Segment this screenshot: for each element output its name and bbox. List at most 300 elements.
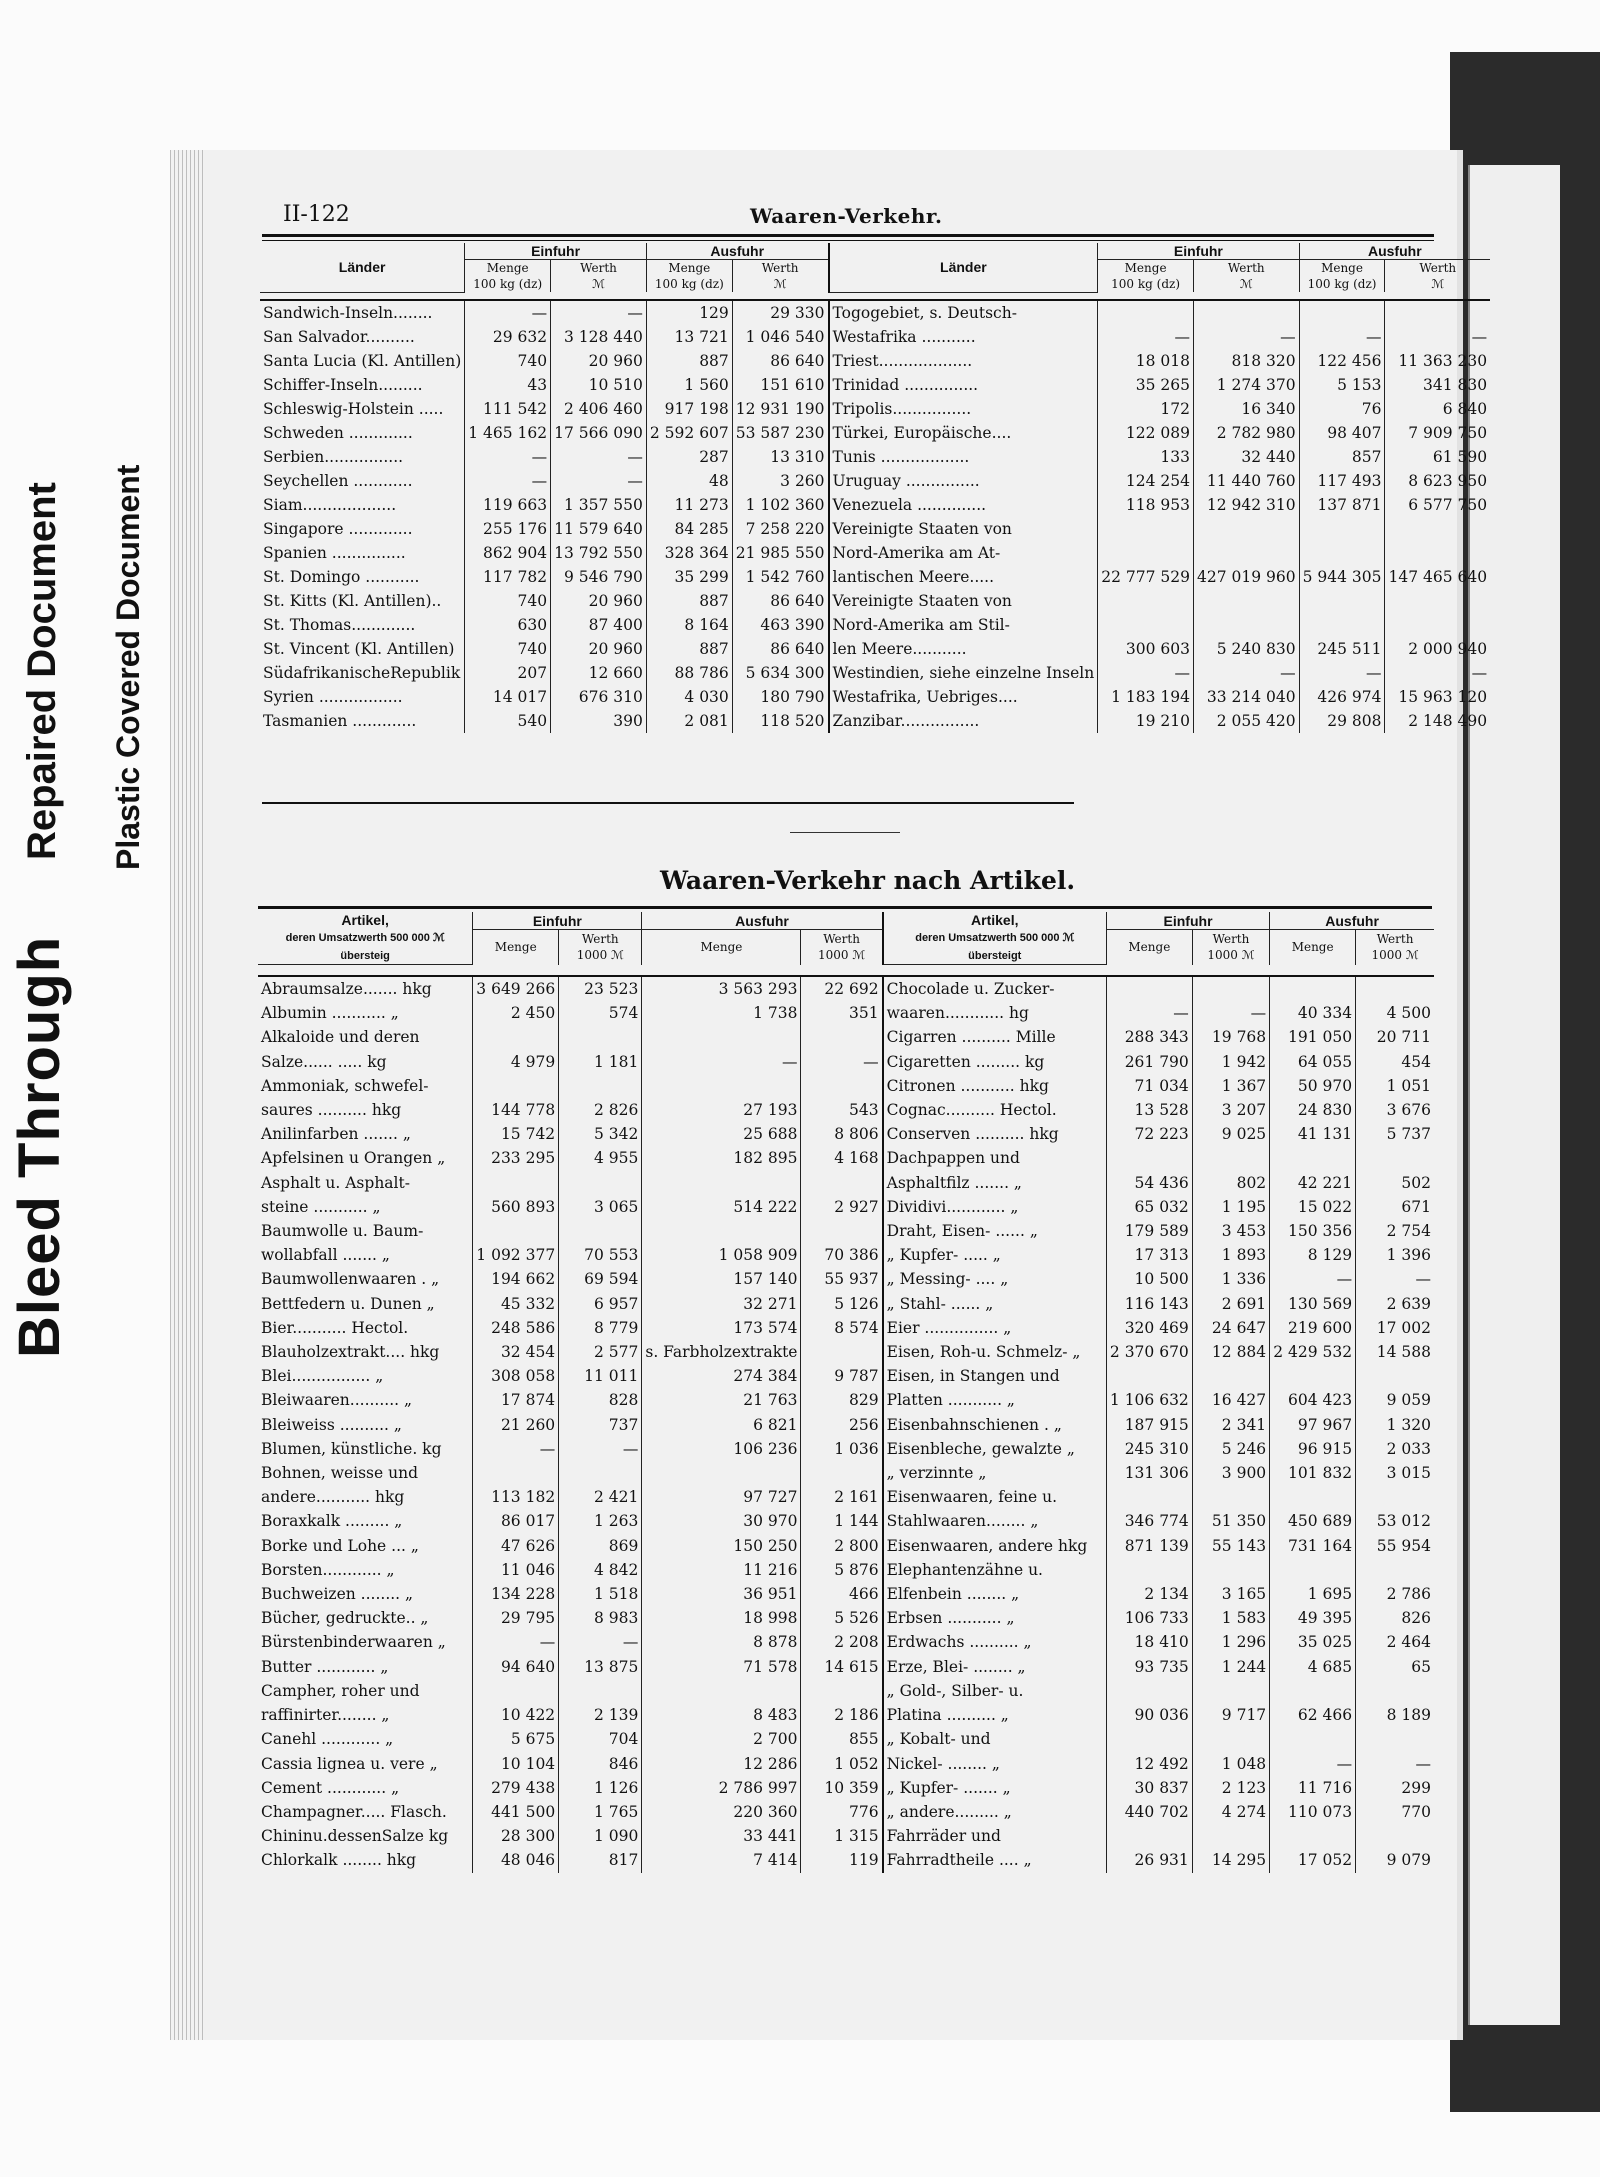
- section-title: Waaren-Verkehr nach Artikel.: [660, 866, 1076, 895]
- row-label: Cognac.......... Hectol.: [883, 1098, 1107, 1122]
- row-label: Boraxkalk ......... „: [261, 1512, 403, 1531]
- table-row: [258, 1437, 1434, 1461]
- row-value: 1 181: [559, 1050, 642, 1074]
- header-menge: Menge: [1270, 930, 1356, 965]
- row-value: 122 089: [1098, 421, 1194, 445]
- row-value: 441 500: [473, 1800, 559, 1824]
- header-menge: Menge 100 kg (dz): [1299, 260, 1385, 293]
- table-row: [258, 1461, 1434, 1485]
- row-value: 328 364: [646, 541, 732, 565]
- table-row: [258, 1292, 1434, 1316]
- row-value: 3 128 440: [551, 325, 647, 349]
- row-value: 21 763: [642, 1388, 801, 1412]
- row-value: 9 546 790: [551, 565, 647, 589]
- row-value: 2 464: [1356, 1630, 1434, 1654]
- row-value: [1356, 1824, 1434, 1848]
- row-value: 17 052: [1270, 1848, 1356, 1872]
- row-value: 119: [801, 1848, 883, 1872]
- row-label: Erdwachs .......... „: [883, 1630, 1107, 1654]
- row-value: 346 774: [1106, 1509, 1192, 1533]
- row-value: 5 240 830: [1193, 637, 1299, 661]
- row-value: [1356, 1485, 1434, 1509]
- header-menge: Menge: [642, 930, 801, 965]
- row-value: [1106, 1364, 1192, 1388]
- row-value: 466: [801, 1582, 883, 1606]
- row-label: Platten ........... „: [883, 1388, 1107, 1412]
- row-value: 540: [465, 709, 551, 733]
- row-value: [801, 1074, 883, 1098]
- row-value: 15 742: [473, 1122, 559, 1146]
- row-label: Fahrradtheile .... „: [883, 1848, 1107, 1872]
- row-value: 2 033: [1356, 1437, 1434, 1461]
- row-label: Schleswig-Holstein .....: [263, 399, 444, 418]
- row-value: 14 615: [801, 1655, 883, 1679]
- header-laender-left: Länder: [260, 243, 465, 292]
- row-value: 1 942: [1192, 1050, 1269, 1074]
- row-value: 300 603: [1098, 637, 1194, 661]
- row-value: 2 134: [1106, 1582, 1192, 1606]
- row-label: Asphalt u. Asphalt-: [261, 1173, 410, 1192]
- row-value: 3 065: [559, 1195, 642, 1219]
- row-value: 1 144: [801, 1509, 883, 1533]
- articles-table: [258, 912, 1434, 1873]
- row-label: St. Thomas.............: [263, 615, 416, 634]
- row-value: 3 015: [1356, 1461, 1434, 1485]
- table-row: [260, 565, 1490, 589]
- row-value: 1 195: [1192, 1195, 1269, 1219]
- row-value: [1299, 541, 1385, 565]
- row-label: waaren............ hg: [883, 1001, 1107, 1025]
- row-value: 97 967: [1270, 1413, 1356, 1437]
- row-label: Apfelsinen u Orangen „: [261, 1149, 446, 1168]
- row-value: 1 263: [559, 1509, 642, 1533]
- row-value: 18 998: [642, 1606, 801, 1630]
- row-value: 40 334: [1270, 1001, 1356, 1025]
- row-label: Chlorkalk ........ hkg: [261, 1851, 417, 1870]
- table-row: [260, 469, 1490, 493]
- row-value: 96 915: [1270, 1437, 1356, 1461]
- row-value: [1356, 1364, 1434, 1388]
- row-value: 8 189: [1356, 1703, 1434, 1727]
- row-value: 70 386: [801, 1243, 883, 1267]
- table-row: [260, 685, 1490, 709]
- row-label: Bohnen, weisse und: [261, 1464, 418, 1483]
- row-value: —: [1385, 325, 1490, 349]
- row-value: 84 285: [646, 517, 732, 541]
- row-value: 48: [646, 469, 732, 493]
- row-label: Cassia lignea u. vere „: [261, 1754, 438, 1773]
- row-value: 245 511: [1299, 637, 1385, 661]
- row-value: 288 343: [1106, 1025, 1192, 1049]
- row-value: 21 985 550: [732, 541, 828, 565]
- row-value: [1192, 1727, 1269, 1751]
- row-value: 12 942 310: [1193, 493, 1299, 517]
- row-value: 98 407: [1299, 421, 1385, 445]
- row-label: Blei................ „: [261, 1367, 384, 1386]
- row-value: 450 689: [1270, 1509, 1356, 1533]
- row-value: 8 483: [642, 1703, 801, 1727]
- row-value: [642, 1171, 801, 1195]
- row-value: 3 207: [1192, 1098, 1269, 1122]
- row-value: 29 808: [1299, 709, 1385, 733]
- row-value: 2 148 490: [1385, 709, 1490, 733]
- row-value: 86 017: [473, 1509, 559, 1533]
- row-value: [1192, 1146, 1269, 1170]
- row-value: 30 837: [1106, 1776, 1192, 1800]
- row-value: 855: [801, 1727, 883, 1751]
- row-value: 440 702: [1106, 1800, 1192, 1824]
- row-label: Westafrika ...........: [829, 325, 1098, 349]
- row-value: 113 182: [473, 1485, 559, 1509]
- row-value: 1 465 162: [465, 421, 551, 445]
- row-value: [559, 1171, 642, 1195]
- row-value: [1193, 589, 1299, 613]
- row-label: Santa Lucia (Kl. Antillen): [263, 351, 462, 370]
- table-row: [258, 1558, 1434, 1582]
- row-value: 118 520: [732, 709, 828, 733]
- table-row: [258, 1364, 1434, 1388]
- row-value: [1106, 1824, 1192, 1848]
- table-row: [258, 1824, 1434, 1848]
- header-artikel-right: Artikel, deren Umsatzwerth 500 000 ℳ übersteigt: [883, 912, 1107, 965]
- row-value: 61 590: [1385, 445, 1490, 469]
- header-ausfuhr-right: Ausfuhr: [1299, 243, 1490, 260]
- row-value: [1098, 300, 1194, 325]
- row-value: 94 640: [473, 1655, 559, 1679]
- row-label: Abraumsalze....... hkg: [261, 980, 432, 998]
- table-row: [258, 1752, 1434, 1776]
- row-value: 2 927: [801, 1195, 883, 1219]
- row-value: 560 893: [473, 1195, 559, 1219]
- row-value: 86 640: [732, 589, 828, 613]
- row-value: 9 787: [801, 1364, 883, 1388]
- row-value: 1 560: [646, 373, 732, 397]
- row-value: 27 193: [642, 1098, 801, 1122]
- row-value: 426 974: [1299, 685, 1385, 709]
- row-value: 150 356: [1270, 1219, 1356, 1243]
- row-value: [1098, 613, 1194, 637]
- table-row: [260, 613, 1490, 637]
- row-value: —: [1098, 325, 1194, 349]
- row-value: 65: [1356, 1655, 1434, 1679]
- table-row: [260, 397, 1490, 421]
- header-menge: Menge: [473, 930, 559, 965]
- row-value: 3 453: [1192, 1219, 1269, 1243]
- row-value: 1 090: [559, 1824, 642, 1848]
- row-value: 2 700: [642, 1727, 801, 1751]
- row-label: Canehl ............ „: [261, 1730, 394, 1749]
- row-value: 463 390: [732, 613, 828, 637]
- row-value: 3 649 266: [473, 976, 559, 1001]
- row-label: Bleiwaaren.......... „: [261, 1391, 413, 1410]
- row-value: 817: [559, 1848, 642, 1872]
- row-value: [1356, 1558, 1434, 1582]
- row-label: Eier ............... „: [883, 1316, 1107, 1340]
- row-label: Bettfedern u. Dunen „: [261, 1294, 435, 1313]
- row-label: Zanzibar................: [829, 709, 1098, 733]
- row-value: 23 523: [559, 976, 642, 1001]
- row-value: —: [465, 469, 551, 493]
- row-value: 49 395: [1270, 1606, 1356, 1630]
- row-value: 1 126: [559, 1776, 642, 1800]
- row-value: 19 210: [1098, 709, 1194, 733]
- row-value: 826: [1356, 1606, 1434, 1630]
- row-value: 514 222: [642, 1195, 801, 1219]
- row-value: 12 492: [1106, 1752, 1192, 1776]
- row-value: 574: [559, 1001, 642, 1025]
- row-value: [642, 1025, 801, 1049]
- row-value: [1192, 1558, 1269, 1582]
- table-row: [260, 421, 1490, 445]
- row-value: 24 647: [1192, 1316, 1269, 1340]
- row-value: 4 979: [473, 1050, 559, 1074]
- row-label: Westindien, siehe einzelne Inseln: [829, 661, 1098, 685]
- row-value: 862 904: [465, 541, 551, 565]
- row-label: „ Kupfer- ....... „: [883, 1776, 1107, 1800]
- row-value: 279 438: [473, 1776, 559, 1800]
- row-value: 2 081: [646, 709, 732, 733]
- row-label: Elephantenzähne u.: [883, 1558, 1107, 1582]
- row-value: [1299, 613, 1385, 637]
- row-value: 32 440: [1193, 445, 1299, 469]
- row-value: 6 840: [1385, 397, 1490, 421]
- row-label: Eisenbahnschienen . „: [883, 1413, 1107, 1437]
- row-value: 604 423: [1270, 1388, 1356, 1412]
- row-label: Ammoniak, schwefel-: [261, 1076, 429, 1095]
- row-value: [801, 1025, 883, 1049]
- row-value: 157 140: [642, 1267, 801, 1291]
- row-value: 93 735: [1106, 1655, 1192, 1679]
- row-label: Uruguay ...............: [829, 469, 1098, 493]
- header-einfuhr-right: Einfuhr: [1106, 912, 1269, 930]
- row-value: 87 400: [551, 613, 647, 637]
- row-label: Anilinfarben ....... „: [261, 1125, 411, 1144]
- row-value: 9 059: [1356, 1388, 1434, 1412]
- row-value: [1193, 517, 1299, 541]
- row-label: Serbien................: [263, 447, 404, 466]
- row-value: 7 414: [642, 1848, 801, 1872]
- row-value: 8 779: [559, 1316, 642, 1340]
- row-value: [1098, 589, 1194, 613]
- row-value: 671: [1356, 1195, 1434, 1219]
- row-value: [1270, 1146, 1356, 1170]
- row-label: Triest...................: [829, 349, 1098, 373]
- row-value: 134 228: [473, 1582, 559, 1606]
- row-value: 24 830: [1270, 1098, 1356, 1122]
- row-value: 194 662: [473, 1267, 559, 1291]
- header-werth: Werth 1000 ℳ: [801, 930, 883, 965]
- row-label: Alkaloide und deren: [261, 1028, 420, 1047]
- header-ausfuhr-left: Ausfuhr: [642, 912, 883, 930]
- row-value: [1192, 1824, 1269, 1848]
- row-label: Schiffer-Inseln.........: [263, 375, 423, 394]
- row-value: 274 384: [642, 1364, 801, 1388]
- row-value: —: [1385, 661, 1490, 685]
- row-value: 172: [1098, 397, 1194, 421]
- row-value: [1270, 1558, 1356, 1582]
- row-value: 64 055: [1270, 1050, 1356, 1074]
- row-value: 1 396: [1356, 1243, 1434, 1267]
- row-value: [1193, 300, 1299, 325]
- row-value: 51 350: [1192, 1509, 1269, 1533]
- row-value: 1 244: [1192, 1655, 1269, 1679]
- row-value: [559, 1679, 642, 1703]
- row-value: 3 900: [1192, 1461, 1269, 1485]
- row-value: 2 000 940: [1385, 637, 1490, 661]
- row-value: 106 236: [642, 1437, 801, 1461]
- row-value: [642, 1219, 801, 1243]
- page-stack-edges: [170, 150, 204, 2040]
- row-value: 20 960: [551, 349, 647, 373]
- row-value: 62 466: [1270, 1703, 1356, 1727]
- table-row: [258, 1098, 1434, 1122]
- row-value: 8 574: [801, 1316, 883, 1340]
- row-label: Campher, roher und: [261, 1681, 420, 1700]
- row-value: 5 153: [1299, 373, 1385, 397]
- header-einfuhr-right: Einfuhr: [1098, 243, 1299, 260]
- table-row: [260, 445, 1490, 469]
- row-value: —: [1356, 1752, 1434, 1776]
- row-value: 1 048: [1192, 1752, 1269, 1776]
- table-row: [260, 709, 1490, 733]
- row-value: 261 790: [1106, 1050, 1192, 1074]
- row-value: 69 594: [559, 1267, 642, 1291]
- row-label: Cigaretten ......... kg: [883, 1050, 1107, 1074]
- row-value: [1192, 1364, 1269, 1388]
- row-value: 5 675: [473, 1727, 559, 1751]
- row-value: 180 790: [732, 685, 828, 709]
- row-label: Eisen, Roh-u. Schmelz- „: [883, 1340, 1107, 1364]
- row-value: [1299, 300, 1385, 325]
- row-value: 16 427: [1192, 1388, 1269, 1412]
- row-value: [1270, 1679, 1356, 1703]
- row-value: 35 299: [646, 565, 732, 589]
- row-value: 8 129: [1270, 1243, 1356, 1267]
- row-value: 1 296: [1192, 1630, 1269, 1654]
- row-value: 3 165: [1192, 1582, 1269, 1606]
- row-label: Albumin ........... „: [261, 1004, 399, 1023]
- row-value: 22 777 529: [1098, 565, 1194, 589]
- row-value: 10 422: [473, 1703, 559, 1727]
- row-label: Syrien .................: [263, 687, 403, 706]
- row-value: 676 310: [551, 685, 647, 709]
- row-value: —: [551, 469, 647, 493]
- header-werth: Werth 1000 ℳ: [1192, 930, 1269, 965]
- row-value: 41 131: [1270, 1122, 1356, 1146]
- row-value: 45 332: [473, 1292, 559, 1316]
- row-value: 17 002: [1356, 1316, 1434, 1340]
- table-row: [258, 1219, 1434, 1243]
- row-value: [1356, 1727, 1434, 1751]
- table-row: [260, 493, 1490, 517]
- row-value: s. Farbholzextrakte: [642, 1340, 801, 1364]
- header-werth: Werth 1000 ℳ: [559, 930, 642, 965]
- row-value: 43: [465, 373, 551, 397]
- table-row: [258, 1413, 1434, 1437]
- row-value: 287: [646, 445, 732, 469]
- row-value: 308 058: [473, 1364, 559, 1388]
- row-value: 7 909 750: [1385, 421, 1490, 445]
- row-value: 11 216: [642, 1558, 801, 1582]
- row-value: 2 800: [801, 1534, 883, 1558]
- row-value: 207: [465, 661, 551, 685]
- row-value: [1270, 1727, 1356, 1751]
- row-value: —: [1299, 325, 1385, 349]
- row-value: 28 300: [473, 1824, 559, 1848]
- row-value: 2 370 670: [1106, 1340, 1192, 1364]
- table-row: [258, 1582, 1434, 1606]
- row-label: Eisenwaaren, andere hkg: [883, 1534, 1107, 1558]
- row-value: 10 500: [1106, 1267, 1192, 1291]
- row-value: 1 036: [801, 1437, 883, 1461]
- row-label: saures .......... hkg: [261, 1101, 402, 1120]
- row-value: 2 826: [559, 1098, 642, 1122]
- row-value: 12 931 190: [732, 397, 828, 421]
- row-value: 5 944 305: [1299, 565, 1385, 589]
- row-value: 55 937: [801, 1267, 883, 1291]
- row-value: 35 025: [1270, 1630, 1356, 1654]
- row-label: „ andere......... „: [883, 1800, 1107, 1824]
- row-value: 4 030: [646, 685, 732, 709]
- table-row: [258, 1776, 1434, 1800]
- row-value: 179 589: [1106, 1219, 1192, 1243]
- row-value: 1 183 194: [1098, 685, 1194, 709]
- row-value: 130 569: [1270, 1292, 1356, 1316]
- table-row: [258, 1679, 1434, 1703]
- table-row: [258, 1388, 1434, 1412]
- row-value: 299: [1356, 1776, 1434, 1800]
- row-label: Bücher, gedruckte.. „: [261, 1609, 429, 1628]
- row-value: 770: [1356, 1800, 1434, 1824]
- row-label: Baumwollenwaaren . „: [261, 1270, 440, 1289]
- section-divider: [790, 832, 900, 833]
- row-value: 151 610: [732, 373, 828, 397]
- row-value: [559, 1025, 642, 1049]
- row-label: Erbsen ........... „: [883, 1606, 1107, 1630]
- row-value: 871 139: [1106, 1534, 1192, 1558]
- row-value: [801, 1219, 883, 1243]
- row-value: 147 465 640: [1385, 565, 1490, 589]
- row-label: Tasmanien .............: [263, 711, 417, 730]
- row-value: 29 632: [465, 325, 551, 349]
- row-value: 11 440 760: [1193, 469, 1299, 493]
- row-label: St. Domingo ...........: [263, 567, 420, 586]
- table-row: [258, 1243, 1434, 1267]
- row-value: 255 176: [465, 517, 551, 541]
- row-value: 341 830: [1385, 373, 1490, 397]
- row-value: 245 310: [1106, 1437, 1192, 1461]
- table-row: [260, 300, 1490, 325]
- row-label: Baumwolle u. Baum-: [261, 1222, 424, 1241]
- row-value: 86 640: [732, 349, 828, 373]
- row-value: 90 036: [1106, 1703, 1192, 1727]
- row-value: 5 526: [801, 1606, 883, 1630]
- row-value: 71 578: [642, 1655, 801, 1679]
- row-label: Vereinigte Staaten von: [829, 589, 1098, 613]
- row-label: Bürstenbinderwaaren „: [261, 1633, 446, 1652]
- row-value: —: [1193, 661, 1299, 685]
- row-value: 33 214 040: [1193, 685, 1299, 709]
- row-value: 5 634 300: [732, 661, 828, 685]
- row-value: 1 336: [1192, 1267, 1269, 1291]
- header-werth: Werth ℳ: [732, 260, 828, 293]
- row-value: 8 623 950: [1385, 469, 1490, 493]
- row-value: [473, 1461, 559, 1485]
- header-ausfuhr-right: Ausfuhr: [1270, 912, 1434, 930]
- row-value: 111 542: [465, 397, 551, 421]
- row-value: 857: [1299, 445, 1385, 469]
- row-value: [559, 1074, 642, 1098]
